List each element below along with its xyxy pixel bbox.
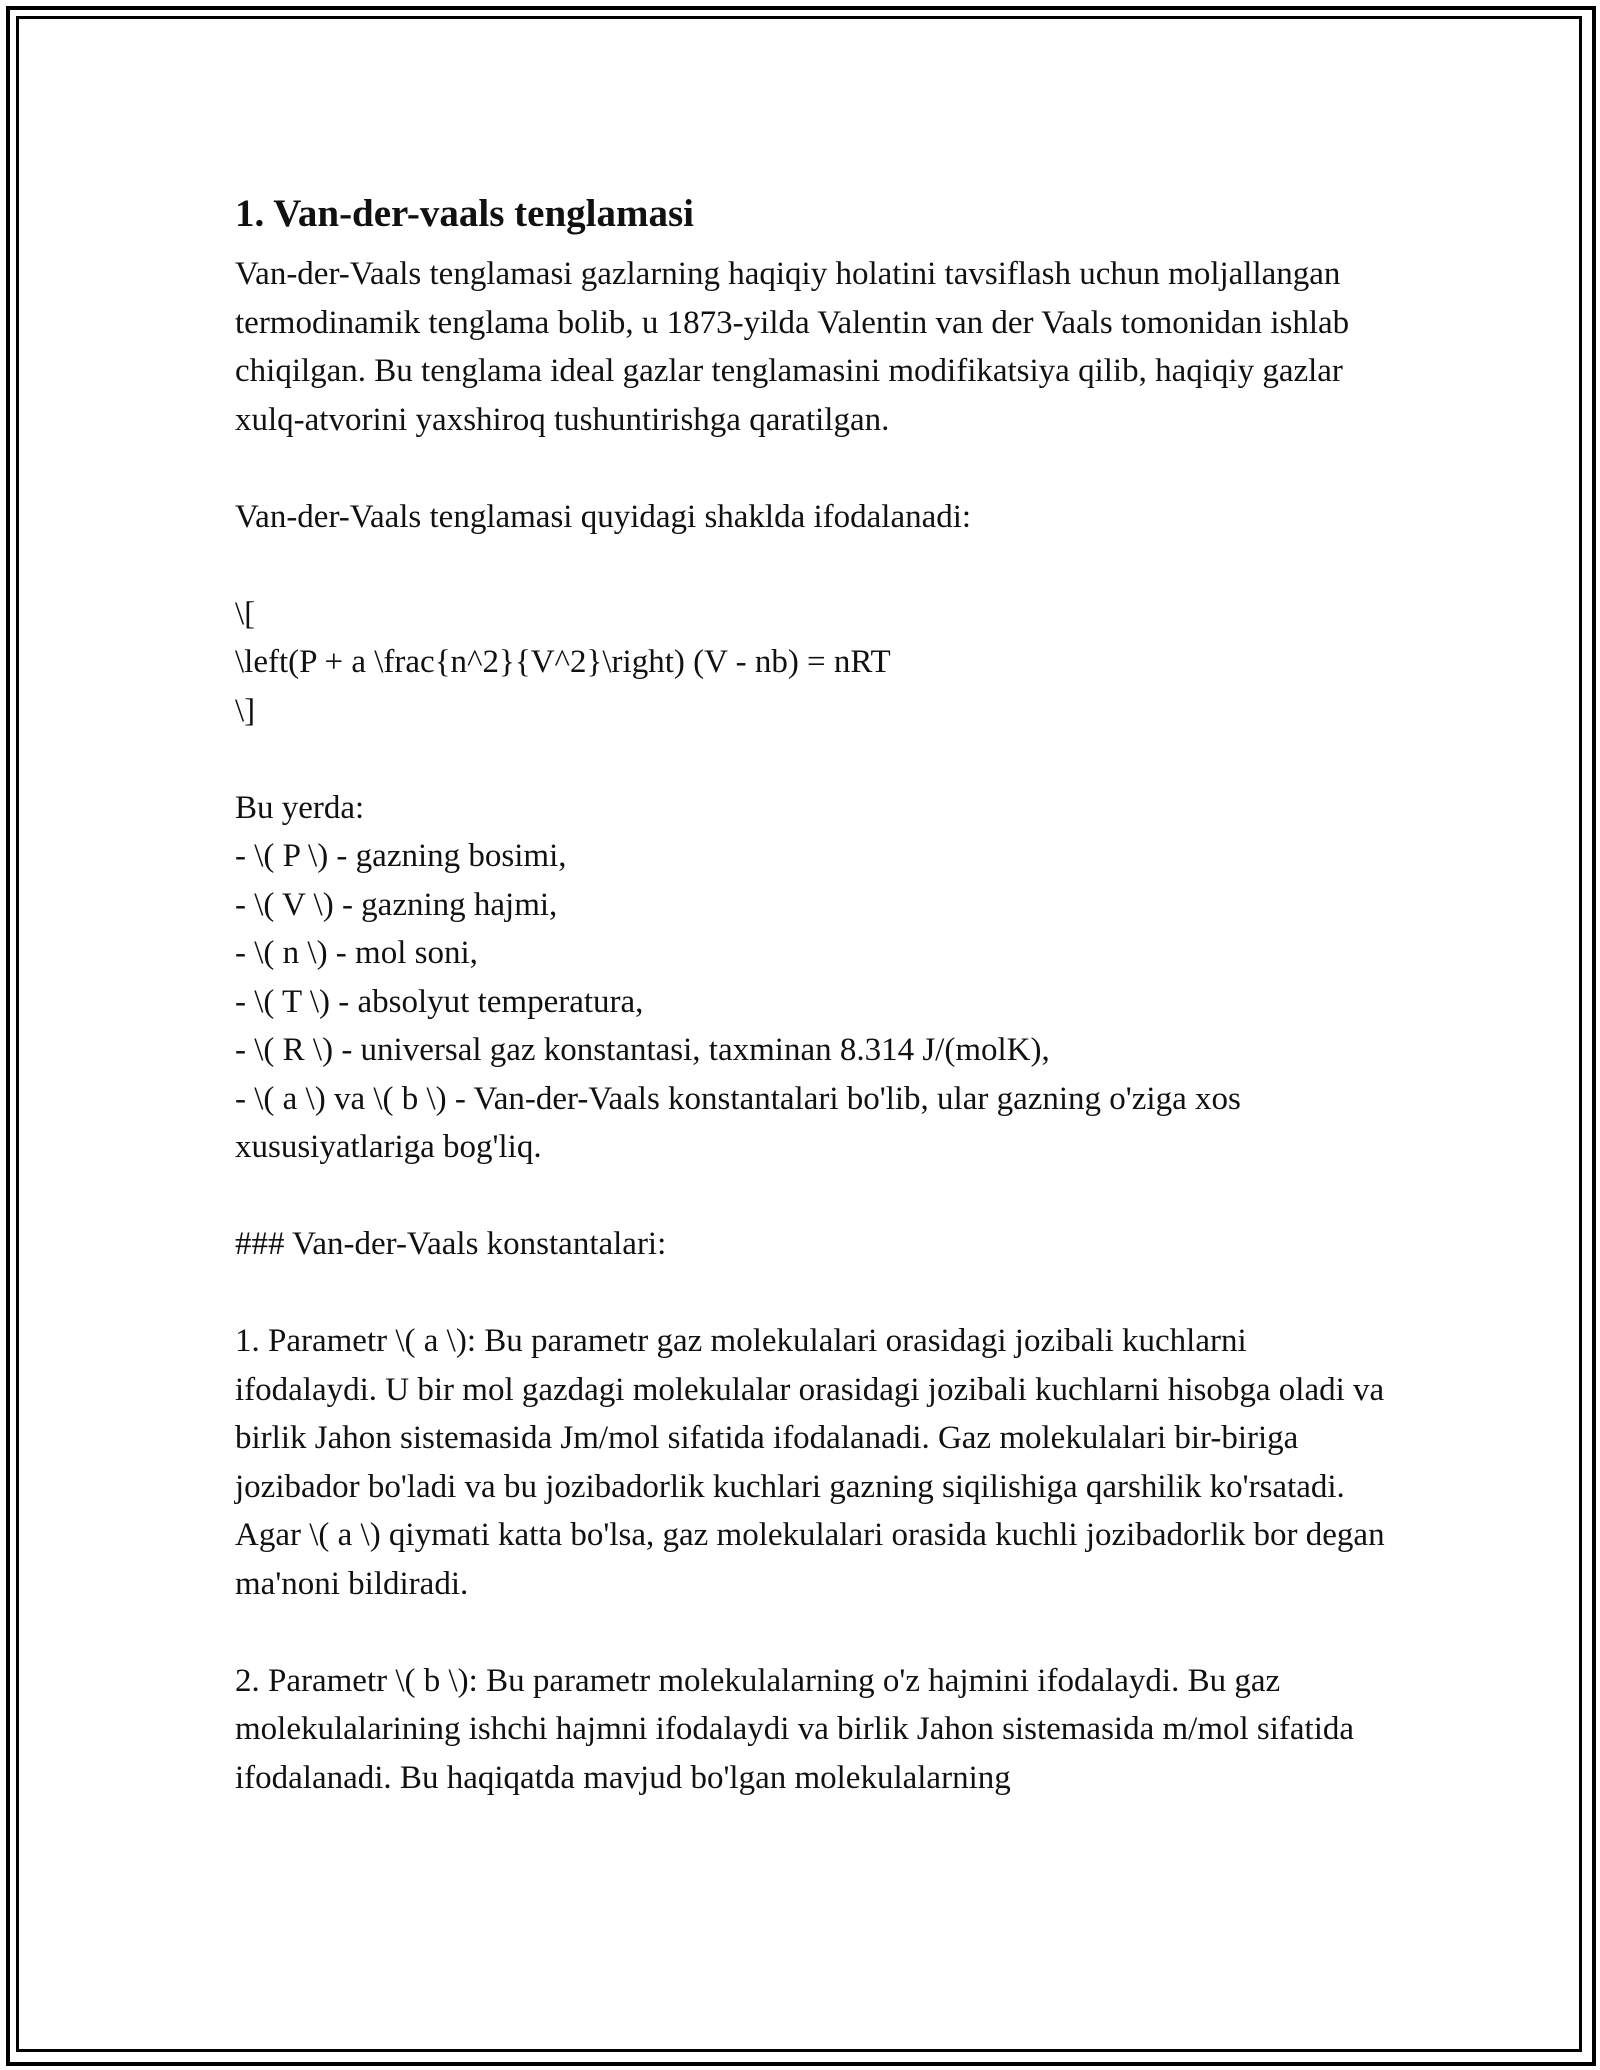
document-body: [235, 184, 1385, 1802]
spacer: [235, 1269, 1385, 1318]
list-item: - \( R \) - universal gaz konstantasi, taxminan 8.314 J/(molK),: [235, 1032, 1050, 1068]
intro-paragraph: Van-der-Vaals tenglamasi gazlarning haqiqiy holatini tavsiflash uchun moljallangan termodinamik tenglama bolib, u 1873-yilda Valentin van der Vaals tomonidan ishlab chiqilgan. Bu tenglama ideal gazlar tenglamasini modifikatsiya qilib, haqiqiy gazlar xulq-atvorini yaxshiroq tushuntirishga qaratilgan.: [235, 256, 1350, 438]
spacer: [235, 735, 1385, 784]
spacer: [235, 1608, 1385, 1657]
constants-heading: ### Van-der-Vaals konstantalari:: [235, 1226, 667, 1262]
equation-block: [235, 590, 1385, 736]
list-item: - \( a \) va \( b \) - Van-der-Vaals konstantalari bo'lib, ular gazning o'ziga xos xususiyatlariga bog'liq.: [235, 1080, 1241, 1165]
parameter-b-paragraph: 2. Parametr \( b \): Bu parametr molekulalarning o'z hajmini ifodalaydi. Bu gaz molekulalarining ishchi hajmni ifodalaydi va birlik Jahon sistemasida m/mol sifatida ifodalanadi. Bu haqiqatda mavjud bo'lgan molekulalarning: [235, 1662, 1355, 1796]
spacer: [235, 444, 1385, 493]
list-item: - \( n \) - mol soni,: [235, 935, 478, 971]
equation-close: \]: [235, 692, 256, 729]
where-label: Bu yerda:: [235, 789, 365, 826]
equation-open: \[: [235, 595, 256, 632]
list-item: - \( T \) - absolyut temperatura,: [235, 983, 644, 1020]
equation-intro: Van-der-Vaals tenglamasi quyidagi shaklda ifodalanadi:: [235, 498, 972, 535]
list-item: - \( P \) - gazning bosimi,: [235, 838, 567, 874]
list-item: - \( V \) - gazning hajmi,: [235, 886, 558, 923]
spacer: [235, 541, 1385, 590]
parameter-a-paragraph: 1. Parametr \( a \): Bu parametr gaz molekulalari orasidagi jozibali kuchlarni ifodalaydi. U bir mol gazdagi molekulalar orasidagi jozibali kuchlarni hisobga oladi va birlik Jahon sistemasida Jm/mol sifatida ifodalanadi. Gaz molekulalari bir-biriga jozibador bo'ladi va bu jozibadorlik kuchlari gazning siqilishiga qarshilik ko'rsatadi. Agar \( a \) qiymati katta bo'lsa, gaz molekulalari orasida kuchli jozibadorlik bor degan ma'noni bildiradi.: [235, 1323, 1385, 1602]
variable-list: [235, 832, 1385, 1172]
section-title: 1. Van-der-vaals tenglamasi: [235, 192, 694, 235]
spacer: [235, 1172, 1385, 1221]
equation-body: \left(P + a \frac{n^2}{V^2}\right) (V - nb) = nRT: [235, 644, 891, 680]
